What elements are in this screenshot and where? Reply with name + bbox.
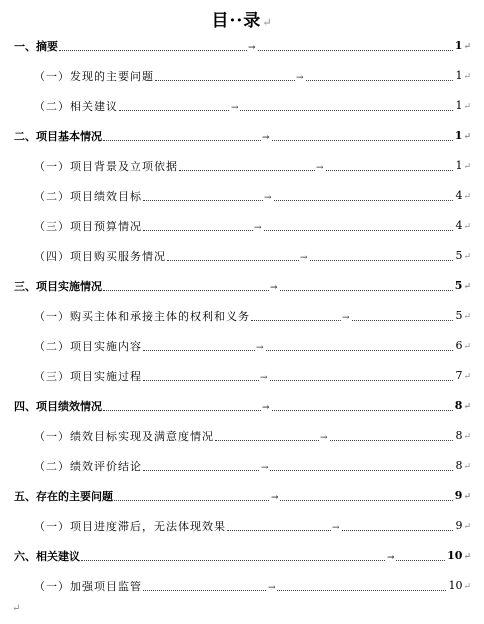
paragraph-mark-icon: ↵ (463, 432, 471, 442)
toc-entry[interactable] (0, 274, 484, 294)
page-number-text: 8 (455, 459, 463, 472)
toc-entry[interactable] (0, 244, 484, 264)
toc-entry-label: 四、项目绩效情况 (14, 400, 102, 413)
toc-entry-label: （三）项目实施过程 (34, 370, 142, 383)
toc-entry-page-number (455, 219, 471, 234)
toc-entry-label: （一）购买主体和承接主体的权利和义务 (34, 310, 250, 323)
dot-leader (143, 343, 453, 353)
toc-entry-page-number (455, 369, 471, 384)
toc-entry[interactable] (0, 574, 484, 594)
toc-title (0, 6, 484, 31)
dot-leader (155, 73, 453, 83)
toc-entry-label: （一）项目进度滞后，无法体现效果 (34, 520, 226, 533)
toc-entry[interactable] (0, 424, 484, 444)
toc-entry[interactable] (0, 34, 484, 54)
tab-arrow-icon: → (316, 163, 324, 173)
toc-entry[interactable] (0, 394, 484, 414)
toc-entry-label: （二）项目绩效目标 (34, 190, 142, 203)
tab-arrow-icon: → (260, 373, 268, 383)
tab-arrow-icon: → (254, 223, 262, 233)
toc-entry-page-number (455, 249, 471, 264)
paragraph-mark-icon: ↵ (463, 372, 471, 382)
toc-entry[interactable] (0, 214, 484, 234)
toc-entry-page-number (455, 129, 471, 144)
dot-leader (114, 493, 453, 503)
page-number-text: 10 (447, 549, 463, 562)
tab-arrow-icon: → (268, 583, 276, 593)
toc-entry-label: 二、项目基本情况 (14, 130, 102, 143)
tab-arrow-icon: → (270, 283, 278, 293)
toc-entry[interactable] (0, 154, 484, 174)
page-number-text: 1 (455, 99, 463, 112)
toc-entry[interactable] (0, 184, 484, 204)
dot-leader (143, 193, 453, 203)
toc-entry-page-number (455, 69, 471, 84)
toc-entry-page-number (455, 309, 471, 324)
page-number-text: 9 (455, 519, 463, 532)
dot-leader (143, 583, 446, 593)
paragraph-mark-icon: ↵ (463, 492, 471, 502)
toc-title-text: 目··录 (211, 11, 262, 31)
page-number-text: 8 (454, 399, 463, 412)
tab-arrow-icon: → (296, 73, 304, 83)
toc-entry[interactable] (0, 514, 484, 534)
toc-entry-label: （三）项目预算情况 (34, 220, 142, 233)
paragraph-mark-icon: ↵ (463, 132, 471, 142)
paragraph-mark-icon: ↵ (463, 282, 471, 292)
dot-leader (81, 553, 445, 563)
toc-entry-page-number (455, 99, 471, 114)
dot-leader (143, 223, 453, 233)
toc-entry[interactable] (0, 94, 484, 114)
toc-entry-label: 三、项目实施情况 (14, 280, 102, 293)
dot-leader (227, 523, 453, 533)
toc-entry-label: （二）项目实施内容 (34, 340, 142, 353)
dot-leader (103, 283, 453, 293)
paragraph-mark-icon: ↵ (463, 252, 471, 262)
page-number-text: 5 (454, 279, 463, 292)
toc-entry-page-number (455, 159, 471, 174)
toc-entry-page-number (447, 549, 471, 564)
tab-arrow-icon: → (271, 493, 279, 503)
toc-entry[interactable] (0, 124, 484, 144)
paragraph-mark-icon: ↵ (463, 222, 471, 232)
page-number-text: 9 (454, 489, 463, 502)
toc-entry-label: （二）相关建议 (34, 100, 118, 113)
paragraph-mark-icon: ↵ (463, 42, 471, 52)
page-number-text: 1 (454, 129, 463, 142)
paragraph-mark-icon: ↵ (463, 402, 471, 412)
toc-entry[interactable] (0, 304, 484, 324)
toc-entry-page-number (455, 429, 471, 444)
page-number-text: 5 (455, 249, 463, 262)
tab-arrow-icon: → (262, 133, 270, 143)
paragraph-mark-icon: ↵ (262, 16, 273, 29)
tab-arrow-icon: → (248, 43, 256, 53)
dot-leader (143, 463, 453, 473)
tab-arrow-icon: → (256, 343, 264, 353)
paragraph-mark-icon: ↵ (463, 72, 471, 82)
tab-arrow-icon: → (300, 253, 308, 263)
paragraph-mark-icon: ↵ (463, 312, 471, 322)
paragraph-mark-icon: ↵ (463, 102, 471, 112)
dot-leader (119, 103, 453, 113)
toc-entry-label: （四）项目购买服务情况 (34, 250, 166, 263)
page-number-text: 1 (454, 39, 463, 52)
page-number-text: 8 (455, 429, 463, 442)
toc-entry[interactable] (0, 364, 484, 384)
paragraph-mark-icon: ↵ (463, 522, 471, 532)
toc-entry-page-number (455, 39, 471, 54)
toc-entry-page-number (455, 399, 471, 414)
toc-entry-label: 五、存在的主要问题 (14, 490, 113, 503)
toc-entry-label: （一）项目背景及立项依据 (34, 160, 178, 173)
toc-entry-page-number (448, 579, 471, 594)
toc-entry-label: 六、相关建议 (14, 550, 80, 563)
toc-entry-label: （二）绩效评价结论 (34, 460, 142, 473)
dot-leader (215, 433, 453, 443)
page-number-text: 1 (455, 159, 463, 172)
dot-leader (143, 373, 453, 383)
tab-arrow-icon: → (261, 463, 269, 473)
toc-entry[interactable] (0, 544, 484, 564)
paragraph-mark-icon: ↵ (463, 582, 471, 592)
toc-entry-label: （一）绩效目标实现及满意度情况 (34, 430, 214, 443)
tab-arrow-icon: → (387, 553, 395, 563)
toc-entry-page-number (455, 339, 471, 354)
tab-arrow-icon: → (262, 403, 270, 413)
tab-arrow-icon: → (264, 193, 272, 203)
paragraph-mark-icon: ↵ (463, 552, 471, 562)
tab-arrow-icon: → (342, 313, 350, 323)
page-number-text: 1 (455, 69, 463, 82)
dot-leader (179, 163, 453, 173)
paragraph-mark-icon: ↵ (12, 603, 21, 614)
toc-entry-label: （一）发现的主要问题 (34, 70, 154, 83)
toc-entry-page-number (455, 459, 471, 474)
tab-arrow-icon: → (332, 523, 340, 533)
tab-arrow-icon: → (320, 433, 328, 443)
toc-entry[interactable] (0, 484, 484, 504)
dot-leader (103, 133, 453, 143)
toc-entry[interactable] (0, 454, 484, 474)
page-number-text: 4 (455, 189, 463, 202)
toc-entry[interactable] (0, 334, 484, 354)
paragraph-mark-icon: ↵ (463, 462, 471, 472)
page-number-text: 5 (455, 309, 463, 322)
paragraph-mark-icon: ↵ (463, 162, 471, 172)
toc-entry-label: 一、摘要 (14, 40, 58, 53)
page-number-text: 6 (455, 339, 463, 352)
dot-leader (251, 313, 453, 323)
toc-entry-page-number (455, 519, 471, 534)
dot-leader (167, 253, 453, 263)
paragraph-mark-icon: ↵ (463, 192, 471, 202)
toc-entry-page-number (455, 189, 471, 204)
page-number-text: 4 (455, 219, 463, 232)
tab-arrow-icon: → (231, 103, 239, 113)
toc-entry-label: （一）加强项目监管 (34, 580, 142, 593)
dot-leader (103, 403, 453, 413)
toc-entry-page-number (455, 279, 471, 294)
page-number-text: 7 (455, 369, 463, 382)
toc-entry[interactable] (0, 64, 484, 84)
page-number-text: 10 (448, 579, 463, 592)
paragraph-mark-icon: ↵ (463, 342, 471, 352)
toc-entry-page-number (455, 489, 471, 504)
dot-leader (59, 43, 453, 53)
